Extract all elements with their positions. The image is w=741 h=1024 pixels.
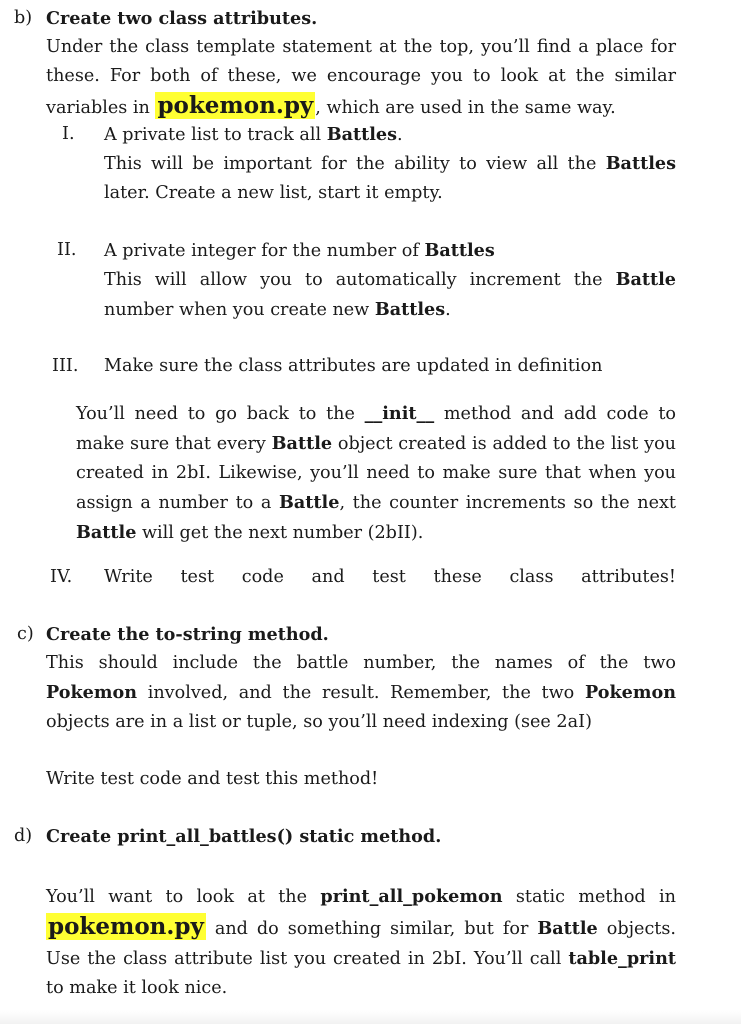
item-i-title: A private list to track all Battles. <box>104 124 403 145</box>
section-b-intro: Under the class template statement at the top, you’ll find a place for these. For both of these, we encourage you to look at the similar variables in pokemon.py , which are used in the same way. <box>46 37 676 119</box>
section-b-heading: Create two class attributes. <box>46 8 318 29</box>
item-iii-paragraph: You’ll need to go back to the __init__ method and add code to make sure that every Battle object created is added to the list you created in 2bI. Likewise, you’ll need to make sure that when you assign a number to a Battle, the counter increments so the next Battle will get the next number (2bII). <box>76 403 676 543</box>
section-c-heading: Create the to-string method. <box>46 624 329 645</box>
page-bottom-edge <box>0 1010 741 1024</box>
item-iii-title: Make sure the class attributes are updated in definition <box>104 356 603 376</box>
item-iii-marker: III. <box>52 356 79 376</box>
section-b-marker: b) <box>14 8 33 28</box>
section-d-heading: Create print_all_battles() static method. <box>46 826 442 847</box>
section-d-marker: d) <box>14 826 33 846</box>
file-highlight-pokemon-py-2: pokemon.py <box>48 913 204 940</box>
section-d-paragraph: You’ll want to look at the print_all_pokemon static method in pokemon.py and do something similar, but for Battle objects. Use the class attribute list you created in 2bI. You’ll call table_print to make it look nice. <box>46 886 676 998</box>
item-iv-marker: IV. <box>50 567 73 587</box>
section-c-paragraph: This should include the battle number, the names of the two Pokemon involved, and the result. Remember, the two Pokemon objects are in a list or tuple, so you’ll need indexing (see 2aI) <box>46 653 676 732</box>
item-i-description: This will be important for the ability to view all the Battles later. Create a new list, start it empty. <box>104 153 676 203</box>
section-c-marker: c) <box>17 624 34 644</box>
item-ii-marker: II. <box>57 240 77 260</box>
item-ii-description: This will allow you to automatically increment the Battle number when you create new Battles. <box>104 269 676 320</box>
item-ii-title: A private integer for the number of Battles <box>104 240 495 261</box>
section-c-note: Write test code and test this method! <box>46 769 379 789</box>
item-i-marker: I. <box>62 124 75 144</box>
item-iv-title: Write test code and test these class attributes! <box>104 567 676 587</box>
file-highlight-pokemon-py: pokemon.py <box>157 92 314 119</box>
